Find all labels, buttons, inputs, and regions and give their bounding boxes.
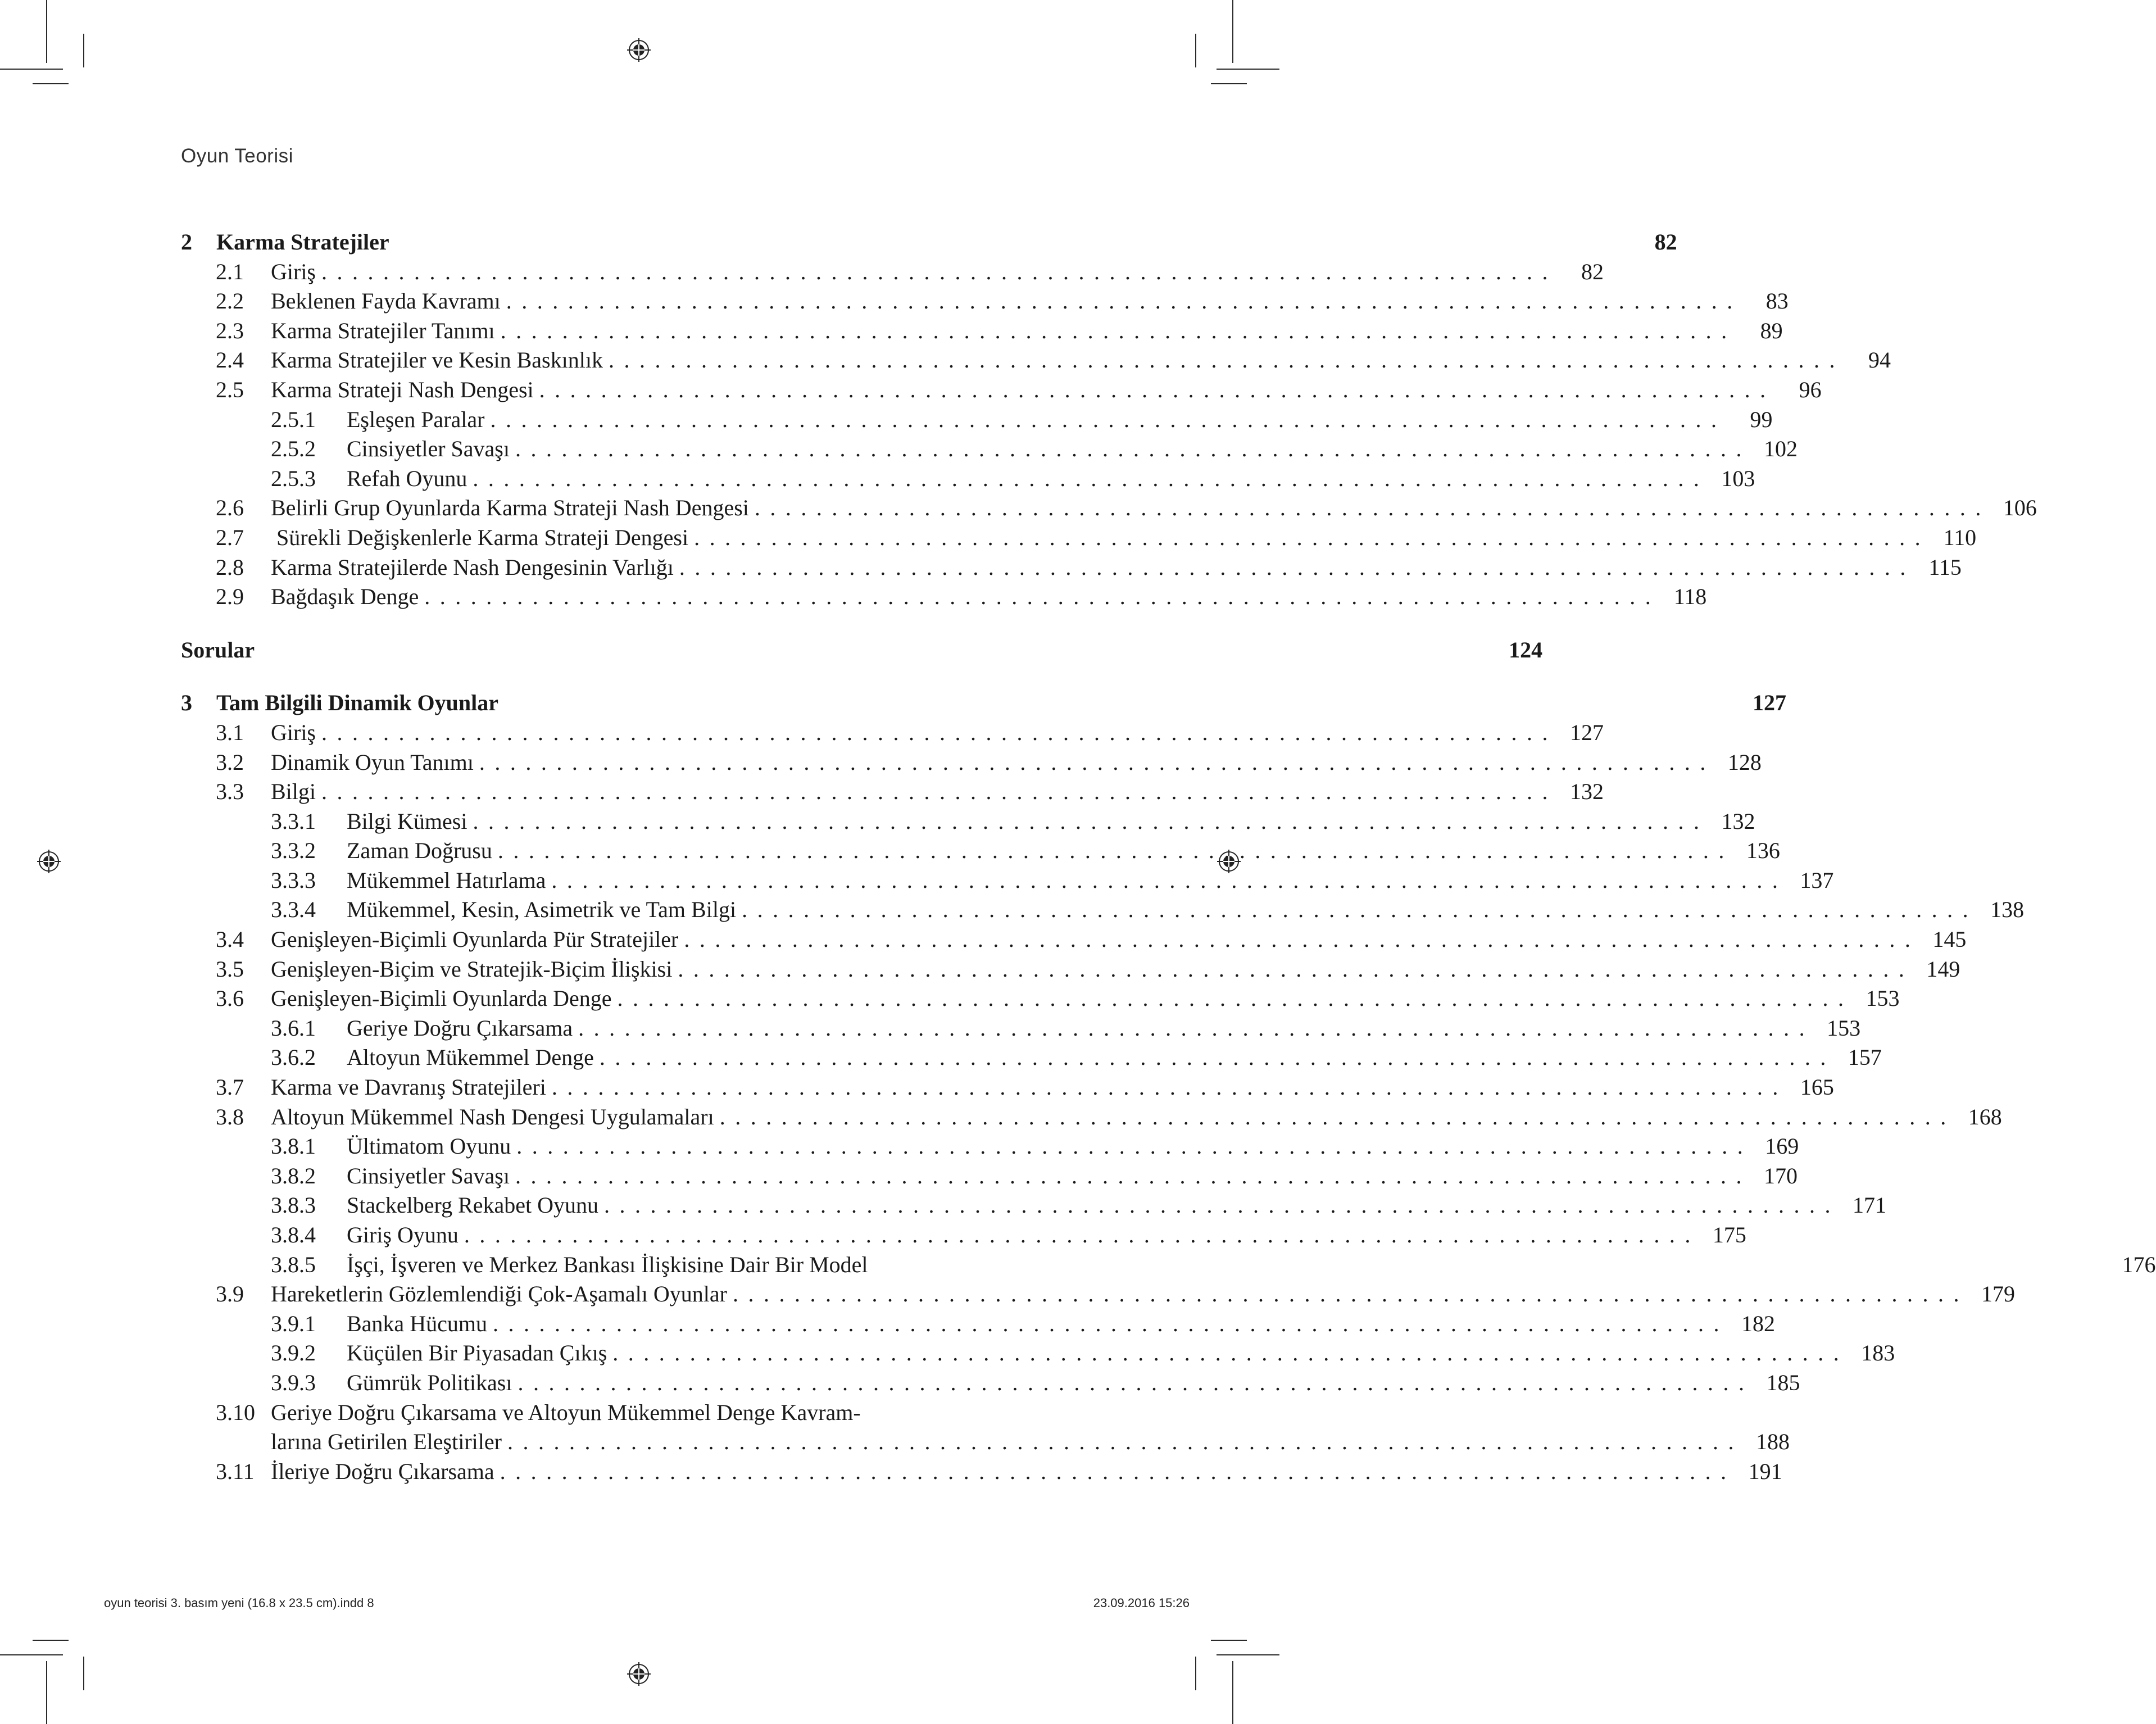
toc-entry-number: 2.3	[216, 317, 244, 343]
toc-entry-title: Küçülen Bir Piyasadan Çıkış	[347, 1340, 607, 1366]
toc-entry-number: 3.3.4	[271, 897, 316, 923]
toc-entry-title: Belirli Grup Oyunlarda Karma Strateji Nash Dengesi	[271, 495, 749, 521]
toc-entry-title: Karma Strateji Nash Dengesi	[271, 376, 534, 402]
toc-entry-number: 3.3.1	[271, 808, 316, 834]
toc-page-number: 110	[1943, 524, 1977, 550]
toc-page-number: 182	[1741, 1310, 1775, 1336]
dot-leader: ................................................................................	[506, 288, 1742, 314]
registration-mark-icon	[627, 38, 651, 62]
toc-entry-number: 3.7	[216, 1074, 244, 1100]
toc-section-row	[181, 1103, 2002, 1132]
crop-mark	[1232, 0, 1233, 63]
toc-entry-title: Beklenen Fayda Kavramı	[271, 288, 501, 314]
running-header: Oyun Teorisi	[181, 145, 293, 167]
crop-mark	[46, 0, 47, 63]
toc-page-number: 169	[1765, 1133, 1799, 1159]
toc-entry-number: 3.8.3	[271, 1192, 316, 1218]
footer-file-name: oyun teorisi 3. basım yeni (16.8 x 23.5 cm).indd 8	[104, 1596, 374, 1610]
crop-mark	[0, 1654, 63, 1655]
toc-section-row	[181, 777, 1604, 807]
toc-entry-title: İşçi, İşveren ve Merkez Bankası İlişkisine Dair Bir Model	[347, 1251, 868, 1277]
toc-page-number: 132	[1570, 779, 1604, 805]
toc-page-number: 175	[1712, 1222, 1746, 1247]
toc-page-number: 137	[1800, 867, 1834, 893]
toc-entry-number: 2.5.2	[271, 436, 316, 462]
toc-entry-title: Karma Stratejiler ve Kesin Baskınlık	[271, 347, 603, 373]
dot-leader: ................................................................................	[608, 347, 1845, 373]
dot-leader: ................................................................................	[500, 1458, 1736, 1484]
dot-leader: ................................................................................	[604, 1192, 1841, 1218]
toc-entry-number: 3.3.2	[271, 838, 316, 864]
toc-page-number: 183	[1861, 1340, 1895, 1366]
toc-page-number: 132	[1721, 808, 1755, 834]
toc-entry-title: Sorular	[181, 637, 255, 663]
toc-entry-title: Bağdaşık Denge	[271, 584, 419, 610]
toc-entry-title: Hareketlerin Gözlemlendiği Çok-Aşamalı Oyunlar	[271, 1281, 727, 1307]
toc-entry-number: 2	[181, 229, 192, 255]
dot-leader: ................................................................................	[599, 1045, 1836, 1070]
toc-page-number: 127	[1570, 719, 1604, 745]
toc-entry-number: 3.8	[216, 1104, 244, 1129]
crop-mark	[1217, 69, 1279, 70]
toc-entry-title: Cinsiyetler Savaşı	[347, 436, 510, 462]
toc-page-number: 188	[1755, 1429, 1790, 1455]
dot-leader: ................................................................................	[507, 1429, 1744, 1455]
dot-leader: ................................................................................	[684, 927, 1921, 952]
toc-entry-title: İleriye Doğru Çıkarsama	[271, 1458, 494, 1484]
crop-mark	[46, 1661, 47, 1724]
dot-leader: ................................................................................	[742, 897, 1978, 923]
dot-leader: ................................................................................	[490, 406, 1727, 432]
dot-leader: ................................................................................	[551, 867, 1788, 893]
toc-section-row	[181, 1399, 1790, 1457]
dot-leader: ................................................................................	[515, 1163, 1751, 1188]
crop-mark	[83, 34, 84, 67]
toc-page-number: 89	[1760, 317, 1783, 343]
toc-entry-number: 2.5.1	[271, 406, 316, 432]
toc-entry-title: Genişleyen-Biçimli Oyunlarda Pür Stratejiler	[271, 927, 679, 952]
toc-page-number: 94	[1868, 347, 1891, 373]
toc-subsection-row	[181, 807, 1755, 837]
toc-subsection-row	[181, 1368, 1800, 1398]
crop-mark	[83, 1657, 84, 1690]
toc-section-row	[181, 1457, 1782, 1487]
toc-subsection-row	[181, 1043, 1882, 1073]
toc-page-number: 82	[1581, 258, 1604, 284]
toc-entry-title: Giriş Oyunu	[347, 1222, 459, 1247]
toc-section-row	[181, 718, 1604, 748]
toc-entry-number: 2.9	[216, 584, 244, 610]
toc-section-row	[181, 523, 1977, 553]
crop-mark	[33, 83, 69, 84]
toc-subsection-row	[181, 1221, 1746, 1250]
toc-subsection-row	[181, 405, 1773, 435]
dot-leader: ................................................................................	[578, 1015, 1815, 1041]
toc-subsection-row	[181, 1250, 2156, 1280]
toc-section-row	[181, 375, 1822, 405]
toc-page-number: 171	[1853, 1192, 1887, 1218]
toc-entry-number: 3.8.1	[271, 1133, 316, 1159]
toc-entry-number: 2.6	[216, 495, 244, 521]
crop-mark	[1195, 1657, 1196, 1690]
toc-entry-title: Refah Oyunu	[347, 465, 467, 491]
dot-leader: ................................................................................	[424, 584, 1661, 610]
toc-entry-number: 3.6.2	[271, 1045, 316, 1070]
toc-entry-title: Altoyun Mükemmel Nash Dengesi Uygulamaları	[271, 1104, 714, 1129]
toc-entry-number: 3.10	[216, 1399, 255, 1425]
dot-leader: ................................................................................	[492, 1310, 1729, 1336]
toc-subsection-row	[181, 866, 1834, 896]
dot-leader: ................................................................................	[515, 436, 1751, 462]
dot-leader: ................................................................................	[678, 956, 1914, 982]
toc-page-number: 99	[1750, 406, 1773, 432]
toc-subsection-row	[181, 1132, 1799, 1162]
toc-entry-number: 2.1	[216, 258, 244, 284]
dot-leader: ................................................................................	[473, 465, 1709, 491]
dot-leader: ................................................................................	[694, 524, 1931, 550]
toc-section-row	[181, 316, 1783, 346]
toc-entry-title: Altoyun Mükemmel Denge	[347, 1045, 594, 1070]
dot-leader: ................................................................................	[732, 1281, 1969, 1307]
toc-entry-number: 3.9.1	[271, 1310, 316, 1336]
registration-mark-icon	[37, 850, 61, 873]
toc-entry-number: 2.5.3	[271, 465, 316, 491]
toc-entry-title-line: Geriye Doğru Çıkarsama ve Altoyun Mükemmel Denge Kavram-	[271, 1399, 861, 1425]
toc-section-row	[181, 925, 1967, 955]
crop-mark	[1211, 83, 1247, 84]
toc-entry-title: Giriş	[271, 258, 316, 284]
toc-page-number: 102	[1763, 436, 1798, 462]
toc-entry-number: 3.8.2	[271, 1163, 316, 1188]
toc-entry-title: Mükemmel, Kesin, Asimetrik ve Tam Bilgi	[347, 897, 737, 923]
toc-section-row	[181, 346, 1891, 375]
toc-section-row	[181, 582, 1707, 612]
crop-mark	[0, 69, 63, 70]
toc-page-number: 157	[1848, 1045, 1882, 1070]
toc-entry-title: Giriş	[271, 719, 316, 745]
toc-entry-title: Karma Stratejiler	[216, 229, 389, 255]
toc-page-number: 128	[1727, 749, 1762, 775]
footer-date: 23.09.2016 15:26	[1093, 1596, 1190, 1610]
toc-entry-number: 3.1	[216, 719, 244, 745]
toc-entry-title: Dinamik Oyun Tanımı	[271, 749, 474, 775]
toc-entry-number: 3.11	[216, 1458, 255, 1484]
toc-page-number: 103	[1721, 465, 1755, 491]
toc-page-number: 179	[1981, 1281, 2015, 1307]
dot-leader: ................................................................................	[321, 258, 1558, 284]
toc-page-number: 165	[1800, 1074, 1834, 1100]
crop-mark	[1232, 1661, 1233, 1724]
toc-entry-number: 3.9.2	[271, 1340, 316, 1366]
dot-leader: ................................................................................	[321, 719, 1558, 745]
toc-page-number: 127	[1752, 690, 1786, 716]
toc-subsection-row	[181, 836, 1780, 866]
toc-entry-title: Karma Stratejilerde Nash Dengesinin Varlığı	[271, 554, 674, 580]
toc-page-number: 118	[1673, 584, 1707, 610]
toc-entry-title: Ültimatom Oyunu	[347, 1133, 511, 1159]
toc-section-row	[181, 1280, 2015, 1309]
toc-page-number: 145	[1932, 927, 1967, 952]
toc-section-row	[181, 257, 1604, 287]
toc-entry-title: Karma Stratejiler Tanımı	[271, 317, 495, 343]
toc-page-number: 136	[1746, 838, 1780, 864]
toc-entry-title: Cinsiyetler Savaşı	[347, 1163, 510, 1188]
toc-entry-number: 3.9	[216, 1281, 244, 1307]
dot-leader: ................................................................................	[617, 986, 1854, 1011]
toc-entry-number: 3.8.4	[271, 1222, 316, 1247]
dot-leader: ................................................................................	[551, 1074, 1788, 1100]
dot-leader: ................................................................................	[516, 1133, 1753, 1159]
dot-leader: ................................................................................	[500, 317, 1737, 343]
toc-entry-number: 2.4	[216, 347, 244, 373]
toc-entry-number: 3.6.1	[271, 1015, 316, 1041]
toc-entry-title: Gümrük Politikası	[347, 1369, 512, 1395]
crop-mark	[1211, 1640, 1247, 1641]
toc-chapter-row	[181, 228, 1677, 257]
toc-subsection-row	[181, 1014, 1861, 1044]
toc-section-row	[181, 1073, 1834, 1103]
toc-entry-number: 3.9.3	[271, 1369, 316, 1395]
toc-section-row	[181, 955, 1960, 985]
toc-page-number: 115	[1928, 554, 1962, 580]
dot-leader: ................................................................................	[539, 376, 1776, 402]
toc-subsection-row	[181, 1191, 1887, 1221]
toc-section-row	[181, 287, 1789, 316]
crop-mark	[1217, 1654, 1279, 1655]
toc-page-number: 83	[1765, 288, 1789, 314]
toc-entry-number: 2.7	[216, 524, 244, 550]
toc-page-number: 176	[2122, 1251, 2156, 1277]
toc-page-number: 153	[1865, 986, 1900, 1011]
toc-entry-number: 3.2	[216, 749, 244, 775]
toc-entry-title: Mükemmel Hatırlama	[347, 867, 546, 893]
toc-entry-number: 3.3.3	[271, 867, 316, 893]
toc-page-number: 191	[1748, 1458, 1782, 1484]
dot-leader: ................................................................................	[612, 1340, 1849, 1366]
toc-entry-title: Bilgi Kümesi	[347, 808, 467, 834]
toc-entry-title: Bilgi	[271, 779, 316, 805]
toc-page-number: 124	[1509, 637, 1543, 663]
toc-entry-title: Tam Bilgili Dinamik Oyunlar	[216, 690, 498, 716]
toc-page-number: 82	[1654, 229, 1677, 255]
toc-entry-number: 3.8.5	[271, 1251, 316, 1277]
toc-entry-title: Genişleyen-Biçim ve Stratejik-Biçim İlişkisi	[271, 956, 673, 982]
toc-subsection-row	[181, 434, 1798, 464]
toc-entry-title: Zaman Doğrusu	[347, 838, 492, 864]
dot-leader: ................................................................................	[754, 495, 1991, 521]
toc-entry-title: Karma ve Davranış Stratejileri	[271, 1074, 546, 1100]
toc-section-row	[181, 748, 1762, 778]
toc-entry-number: 3.3	[216, 779, 244, 805]
toc-page-number: 185	[1766, 1369, 1800, 1395]
toc-entry-number: 3.5	[216, 956, 244, 982]
toc-section-row	[181, 984, 1900, 1014]
toc-subsection-row	[181, 464, 1755, 494]
table-of-contents	[181, 228, 2156, 1486]
toc-page-number: 149	[1926, 956, 1960, 982]
toc-page-number: 138	[1990, 897, 2025, 923]
toc-entry-number: 3.4	[216, 927, 244, 952]
toc-entry-number: 3.6	[216, 986, 244, 1011]
toc-chapter-row	[181, 688, 1786, 718]
toc-entry-title: larına Getirilen Eleştiriler	[271, 1429, 502, 1455]
registration-mark-icon	[627, 1662, 651, 1686]
toc-entry-title: Eşleşen Paralar	[347, 406, 485, 432]
toc-page-number: 106	[2003, 495, 2037, 521]
toc-entry-number: 2.5	[216, 376, 244, 402]
toc-section-row	[181, 493, 2037, 523]
toc-page-number: 96	[1799, 376, 1822, 402]
toc-subsection-row	[181, 1339, 1895, 1368]
crop-mark	[33, 1640, 69, 1641]
toc-entry-title: Stackelberg Rekabet Oyunu	[347, 1192, 599, 1218]
toc-entry-number: 2.8	[216, 554, 244, 580]
toc-entry-number: 3	[181, 690, 192, 716]
dot-leader: ................................................................................	[464, 1222, 1700, 1247]
dot-leader: ................................................................................	[479, 749, 1715, 775]
dot-leader: ................................................................................	[473, 808, 1709, 834]
toc-entry-number: 2.2	[216, 288, 244, 314]
toc-entry-title: Sürekli Değişkenlerle Karma Strateji Dengesi	[271, 524, 689, 550]
dot-leader: ................................................................................	[497, 838, 1734, 864]
toc-chapter-row	[181, 636, 1543, 665]
crop-mark	[1195, 34, 1196, 67]
dot-leader: ................................................................................	[518, 1369, 1754, 1395]
toc-page-number: 168	[1968, 1104, 2002, 1129]
toc-subsection-row	[181, 895, 2025, 925]
toc-entry-title: Geriye Doğru Çıkarsama	[347, 1015, 573, 1041]
toc-subsection-row	[181, 1162, 1798, 1191]
toc-entry-title: Genişleyen-Biçimli Oyunlarda Denge	[271, 986, 612, 1011]
toc-page-number: 153	[1827, 1015, 1861, 1041]
toc-subsection-row	[181, 1309, 1775, 1339]
toc-entry-title: Banka Hücumu	[347, 1310, 487, 1336]
dot-leader: ................................................................................	[321, 779, 1558, 805]
toc-page-number: 170	[1763, 1163, 1798, 1188]
toc-section-row	[181, 553, 1962, 583]
dot-leader: ................................................................................	[719, 1104, 1956, 1129]
dot-leader: ................................................................................	[679, 554, 1916, 580]
